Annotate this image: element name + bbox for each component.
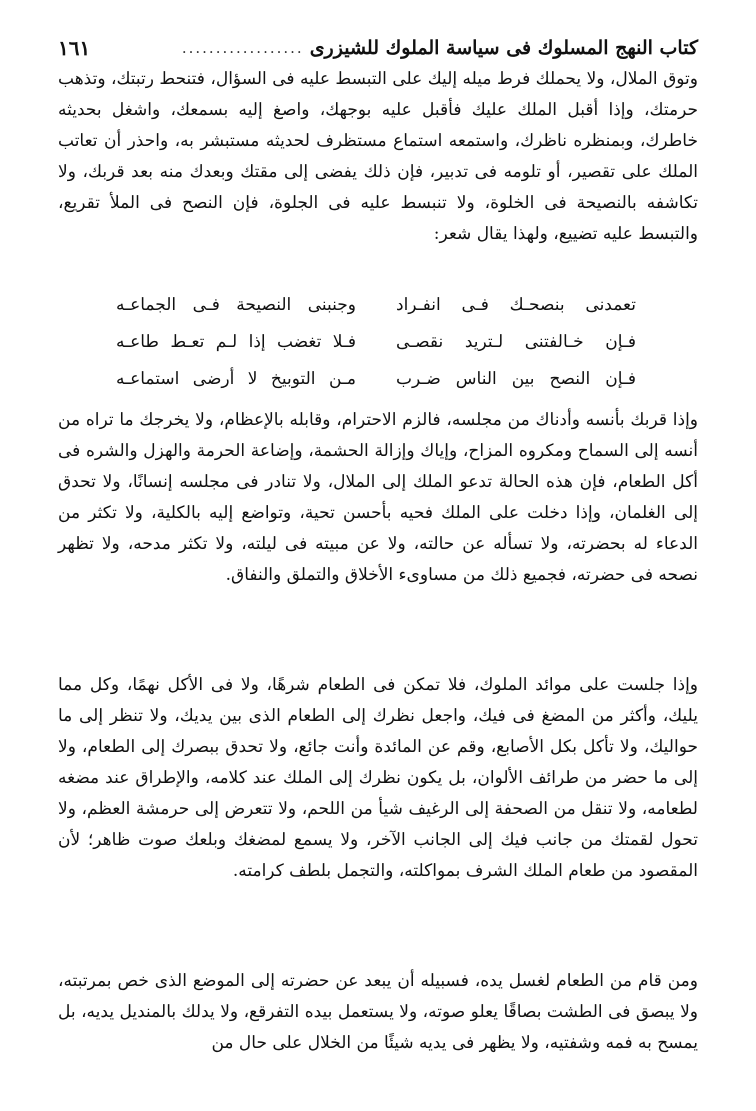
verse-first-hemistich: فـإن خـالفتنى لـتريد نقصـى [396,332,636,352]
leader-dots: .................. [181,39,304,57]
verse-line [116,361,636,398]
paragraph-2: وإذا قربك بأنسه وأدناك من مجلسه، فالزم الاحترام، وقابله بالإعظام، ولا يخرجك ما تراه من أنسه إلى السماح ومكروه المزاح، وإياك وإزالة الحشمة، وإضاعة الحرمة والهزل والشره فى أكل الطعام، فإن هذه الحالة تدعو الملك إلى الملال، ولا تنادر فى مجلسه إنسانًا، ولا تحدق إلى الغلمان، وإذا دخلت على الملك فحيه بأحسن تحية، وتواضع إليه بالكلية، ولا تكثر من الدعاء له بحضرته، ولا تسأله عن حالته، ولا عن مبيته فى ليلته، ولا تكثر مدحه، ولا تظهر نصحه فى حضرته، فجميع ذلك من مساوىء الأخلاق والتملق والنفاق. [58,410,698,585]
running-header [58,33,698,63]
paragraph-4: ومن قام من الطعام لغسل يده، فسبيله أن يبعد عن حضرته إلى الموضع الذى خص بمرتبته، ولا يبصق فى الطشت بصاقًا يعلو صوته، ولا يستعمل بيده التفرقع، ولا يدلك بالمنديل يديه، بل يمسح به فمه وشفتيه، ولا يظهر فى يديه شيئًا من الخلال على حال من [58,971,698,1053]
verse-first-hemistich: تعمدنى بنصحـك فـى انفـراد [396,295,636,315]
page-number: ١٦١ [58,36,91,60]
poem-verse [116,287,636,398]
paragraph-3: وإذا جلست على موائد الملوك، فلا تمكن فى الطعام شرهًا، ولا فى الأكل نهمًا، وكل مما يليك، وأكثر من المضغ فى فيك، واجعل نظرك إلى الطعام الذى بين يديك، ولا تنظر إلى ما حواليك، ولا تأكل بكل الأصابع، وقم عن المائدة وأنت جائع، ولا تحدق ببصرك إلى الطعام، ولا إلى ما حضر من طرائف الألوان، بل يكون نظرك إلى الملك عند كلامه، والإطراق عند مضغه لطعامه، ولا تنقل من الصحفة إلى الرغيف شيأ من اللحم، ولا تتعرض إلى حرمشة العظم، ولا تحول لقمتك من جانب فيك إلى الجانب الآخر، ولا يسمع لمضغك وبلعك صوت ظاهر؛ لأن المقصود من طعام الملك الشرف بمواكلته، والتجمل بلطف كرامته. [58,675,698,881]
verse-line [116,324,636,361]
verse-second-hemistich: وجنبنى النصيحة فـى الجماعـه [116,295,356,315]
verse-second-hemistich: مـن التوبيخ لا أرضى استماعـه [116,369,356,389]
running-title: كتاب النهج المسلوك فى سياسة الملوك للشيزرى [309,37,698,59]
verse-line [116,287,636,324]
verse-second-hemistich: فـلا تغضب إذا لـم تعـط طاعـه [116,332,356,352]
verse-first-hemistich: فـإن النصح بين الناس ضـرب [396,369,636,389]
paragraph-1: وتوق الملال، ولا يحملك فرط ميله إليك على التبسط عليه فى السؤال، فتنحط رتبتك، وتذهب حرمتك، وإذا أقبل الملك عليك فأقبل عليه بوجهك، واصغ إليه بسمعك، واشغل بحديثه خاطرك، وبمنظره ناظرك، واستمعه استماع مستظرف لحديثه مستبشر به، واحذر أن تعاتب الملك على تقصير، أو تلومه فى تدبير، فإن ذلك يفضى إلى مقتك وبعدك منه بعد قربك، ولا تكاشفه بالنصيحة فى الخلوة، ولا تنبسط عليه فى الجلوة، فإن النصح فى الملأ تقريع، والتبسط عليه تضييع، ولهذا يقال شعر: [58,69,698,244]
